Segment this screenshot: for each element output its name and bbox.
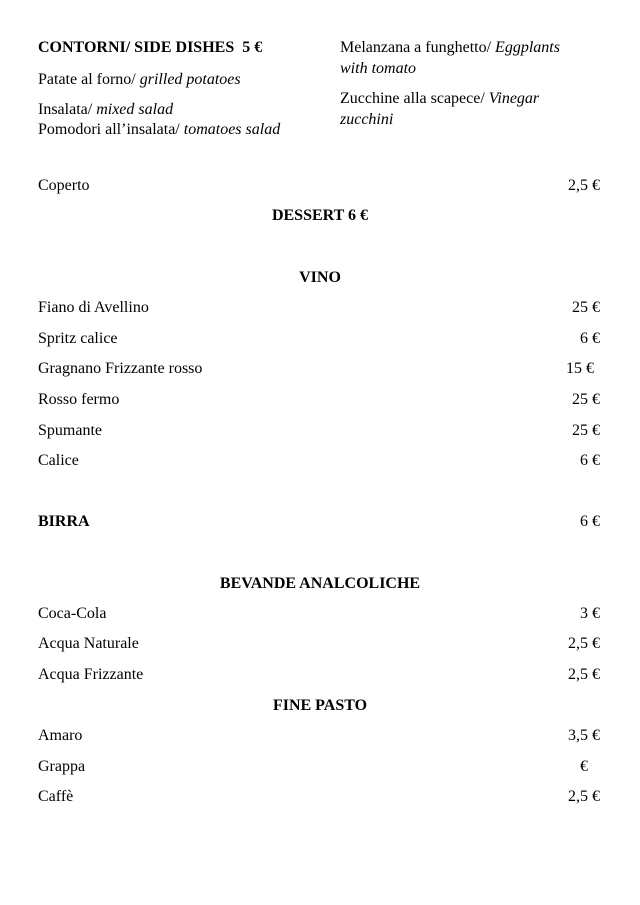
item-name: Calice	[38, 452, 79, 469]
item-name: Coca-Cola	[38, 605, 107, 622]
item-name: Acqua Naturale	[38, 635, 139, 652]
coperto-price: 2,5 €	[568, 177, 600, 194]
item-price: 15 €	[566, 360, 594, 377]
item-price: 2,5 €	[568, 635, 600, 652]
item-price: 3,5 €	[568, 727, 600, 744]
side-dish-italian: Insalata/	[38, 101, 97, 118]
item-price: 25 €	[572, 422, 600, 439]
item-price: 25 €	[572, 299, 600, 316]
side-dish-italian: Pomodori all’insalata/	[38, 121, 184, 138]
menu-row	[38, 359, 600, 379]
menu-row	[38, 329, 600, 349]
coperto-row	[38, 176, 600, 196]
vino-heading: VINO	[299, 269, 341, 286]
side-dishes-heading-label: CONTORNI/ SIDE DISHES	[38, 39, 235, 56]
item-price: 3 €	[580, 605, 600, 622]
item-name: Spritz calice	[38, 330, 118, 347]
item-name: Grappa	[38, 758, 86, 775]
side-dish-italian: Zucchine alla scapece/	[340, 90, 489, 107]
coperto-label: Coperto	[38, 177, 90, 194]
menu-row	[38, 665, 600, 685]
side-dish-english-continued: zucchini	[340, 111, 394, 128]
item-price: 6 €	[580, 452, 600, 469]
side-dishes-heading	[38, 39, 262, 57]
menu-row	[38, 451, 600, 471]
item-price: 2,5 €	[568, 666, 600, 683]
side-dish-english: grilled potatoes	[139, 71, 241, 88]
menu-row	[38, 787, 600, 807]
side-dish-item	[340, 90, 539, 108]
side-dish-english: Vinegar	[488, 90, 540, 107]
item-price: €	[580, 758, 588, 775]
menu-row	[38, 757, 600, 777]
menu-row	[38, 298, 600, 318]
birra-row	[38, 512, 600, 532]
item-name: Caffè	[38, 788, 74, 805]
side-dish-english: tomatoes salad	[183, 121, 281, 138]
side-dish-english-continued: with tomato	[340, 60, 417, 77]
item-name: Gragnano Frizzante rosso	[38, 360, 203, 377]
menu-row	[38, 634, 600, 654]
item-price: 2,5 €	[568, 788, 600, 805]
item-name: Amaro	[38, 727, 83, 744]
side-dish-item	[38, 101, 173, 119]
side-dishes-heading-price: 5 €	[242, 39, 263, 56]
menu-row	[38, 390, 600, 410]
side-dish-italian: Melanzana a funghetto/	[340, 39, 496, 56]
menu-row	[38, 604, 600, 624]
side-dish-item	[340, 39, 560, 57]
side-dish-english: mixed salad	[96, 101, 174, 118]
fine-pasto-heading: FINE PASTO	[272, 697, 368, 714]
item-name: Acqua Frizzante	[38, 666, 144, 683]
birra-label: BIRRA	[38, 513, 90, 530]
birra-price: 6 €	[580, 513, 600, 530]
item-name: Spumante	[38, 422, 102, 439]
menu-row	[38, 726, 600, 746]
item-price: 25 €	[572, 391, 600, 408]
dessert-heading: DESSERT 6 €	[271, 207, 369, 224]
side-dish-item	[38, 71, 241, 89]
item-name: Fiano di Avellino	[38, 299, 149, 316]
bevande-heading: BEVANDE ANALCOLICHE	[219, 575, 421, 592]
item-name: Rosso fermo	[38, 391, 120, 408]
item-price: 6 €	[580, 330, 600, 347]
side-dish-italian: Patate al forno/	[38, 71, 140, 88]
side-dish-english: Eggplants	[495, 39, 560, 56]
menu-row	[38, 421, 600, 441]
side-dish-item	[38, 121, 280, 139]
